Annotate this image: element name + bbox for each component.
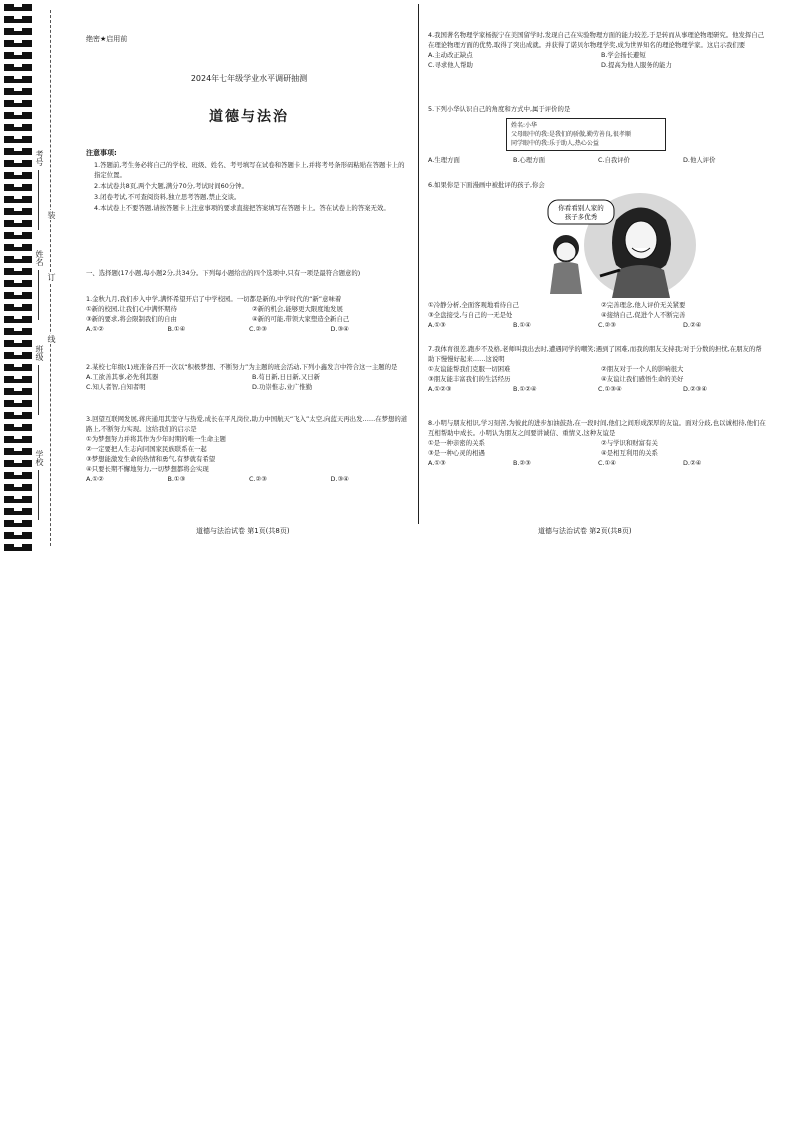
section-title: 一、选择题(17小题,每小题2分,共34分。下列每小题给出的四个选项中,只有一项是最符合题意的) (86, 269, 361, 277)
question-5 (428, 104, 768, 165)
answer-choice: D.②④ (683, 321, 702, 329)
answer-choice: A.①②③ (428, 385, 452, 393)
answer-choice: D.功崇惟志,业广惟勤 (252, 383, 313, 391)
statement-option: ④友谊让我们感悟生命的美好 (601, 375, 684, 383)
label-class: 班级 (35, 345, 44, 361)
answer-choice: B.②③ (513, 459, 531, 467)
page-footer: 道德与法治试卷 第1页(共8页) (196, 527, 290, 535)
question-3 (86, 414, 412, 484)
answer-choice: C.①③④ (598, 385, 622, 393)
statement-option: ③是一种心灵的相遇 (428, 449, 485, 457)
blank-class (38, 365, 39, 415)
answer-choice: B.①②④ (513, 385, 537, 393)
profile-card (506, 118, 666, 151)
answer-choice: C.①④ (598, 459, 616, 467)
question-text: 2.某校七年级(1)班准备召开一次以“积极梦想、不断努力”为主题的班会活动,下列小鑫发言中符合这一主题的是 (86, 363, 398, 371)
question-7 (428, 344, 768, 394)
statement-option: ②完善理念,他人评价无关紧要 (601, 301, 686, 309)
statement-option: ④新的可能,带领大家塑造全新自己 (252, 315, 350, 323)
question-text: 8.小明与朋友相识,学习刻苦,为彼此的进步加油鼓劲,在一段时间,他们之间形成深厚的友谊。面对分歧,也以诚相待,他们在互相帮助中成长。小明认为朋友之间要讲诚信、重情义,这种友谊是 (428, 419, 766, 437)
answer-choice: B.心理方面 (513, 156, 545, 164)
mother-body (612, 265, 670, 298)
question-text: 7.我体育很差,跑步不及格,老师叫我出去时,遭遇同学的嘲笑;遇到了困难,而我的朋友支持我;对于分数的担忧,在朋友的帮助下慢慢好起来……这说明 (428, 345, 762, 363)
exam-title: 2024年七年级学业水平调研抽测 (190, 74, 308, 83)
answer-choice: A.①③ (428, 321, 446, 329)
page-divider (418, 4, 419, 524)
label-name: 姓名 (35, 250, 44, 266)
notice-heading: 注意事项: (86, 149, 117, 157)
answer-choice: B.学会扬长避短 (601, 51, 646, 59)
notice-item: 4.本试卷上不要答题,请按答题卡上注意事项的要求直接把答案填写在答题卡上。答在试卷上的答案无效。 (94, 204, 390, 212)
exam-sheet (0, 0, 794, 556)
profile-line: 同学眼中的我:乐于助人,热心公益 (511, 140, 599, 147)
answer-choice: D.③④ (330, 475, 349, 483)
mother-face (625, 221, 657, 259)
seal-char-3: 线 (47, 335, 56, 343)
seal-char-2: 订 (47, 273, 56, 281)
answer-choice: A.①③ (428, 459, 446, 467)
question-text: 6.如果你是下面漫画中被批评的孩子,你会 (428, 181, 545, 189)
question-text: 3.回望互联网发展,蒋庆通用其坚守与热爱,成长在平凡岗位,助力中国航天“飞入”太空,向蓝天再出发……在梦想的道路上,不断努力实现。这给我们的启示是 (86, 415, 408, 433)
seal-char-1: 装 (47, 211, 56, 219)
answer-choice: D.②④ (683, 459, 702, 467)
statement-option: ③新的要求,将会限制我们的自由 (86, 315, 177, 323)
answer-choice: D.他人评价 (683, 156, 716, 164)
statement-option: ④接纳自己,促进个人不断完善 (601, 311, 686, 319)
answer-choice: B.苟日新,日日新,又日新 (252, 373, 320, 381)
statement-option: ④只要长期不懈地努力,一切梦想都将会实现 (86, 465, 209, 473)
bubble-text-line: 你看看别人家的 (558, 204, 604, 212)
page-one (86, 0, 412, 535)
statement-option: ②与学识和财富有关 (601, 439, 658, 447)
statement-option: ②一定要把人生志向同国家民族联系在一起 (86, 445, 207, 453)
label-school: 学校 (35, 450, 44, 466)
label-exam-number: 考号 (35, 150, 44, 166)
statement-option: ①冷静分析,全面客观地看待自己 (428, 301, 519, 309)
answer-choice: D.③④ (330, 325, 349, 333)
answer-choice: D.②③④ (683, 385, 708, 393)
question-text: 5.下列小华认识自己的角度和方式中,属于评价的是 (428, 105, 571, 113)
answer-choice: B.①④ (167, 325, 186, 333)
statement-option: ①为梦想努力并将其作为少年时期的唯一生命主题 (86, 435, 226, 443)
notice-item: 3.闭卷考试,不可查阅资料,独立思考答题,禁止交谈。 (94, 193, 241, 201)
answer-choice: A.生理方面 (428, 156, 460, 164)
statement-option: ②新的机会,能够更大限度地发展 (252, 305, 343, 313)
statement-option: ④是相互利用的关系 (601, 449, 658, 457)
question-1 (86, 294, 412, 334)
page-footer: 道德与法治试卷 第2页(共8页) (538, 527, 632, 535)
answer-choice: C.自我评价 (598, 156, 631, 164)
barcode-stripes (4, 4, 32, 552)
answer-choice: C.②③ (249, 325, 267, 333)
question-6 (428, 180, 768, 190)
subject-title: 道德与法治 (209, 109, 289, 125)
answer-choice: B.①③ (167, 475, 186, 483)
notice-item: 2.本试卷共8页,两个大题,满分70分,考试时间60分钟。 (94, 182, 248, 190)
child-body (550, 262, 582, 294)
notice-list (94, 160, 410, 214)
answer-choice: B.①④ (513, 321, 531, 329)
question-text: 1.金秋九月,我们步入中学,满怀希望开启了中学校园。一切都是新的,中学时代的“新”意味着 (86, 295, 342, 303)
answer-choice: C.寻求他人帮助 (428, 61, 473, 69)
statement-option: ②朋友对于一个人的影响很大 (601, 365, 684, 373)
notice-item: 1.答题前,考生务必将自己的学校、班级、姓名、考号填写在试卷和答题卡上,并将考号条形码粘贴在答题卡上的指定位置。 (94, 161, 405, 179)
answer-choice: C.知人者智,自知者明 (86, 383, 146, 391)
statement-option: ③全盘接受,与自己的一无是处 (428, 311, 513, 319)
answer-choice: C.②③ (598, 321, 616, 329)
statement-option: ③朋友能丰富我们的生活经历 (428, 375, 511, 383)
profile-line: 姓名:小华 (511, 122, 538, 129)
question-6-options (428, 300, 768, 330)
statement-option: ①友谊能帮我们克服一切困难 (428, 365, 511, 373)
statement-option: ③梦想能激发生命的热情和勇气,有梦就有希望 (86, 455, 216, 463)
answer-choice: A.①② (86, 325, 104, 333)
binding-strip (0, 0, 64, 556)
statement-option: ①是一种亲密的关系 (428, 439, 485, 447)
blank-exam-number (38, 170, 39, 230)
question-8 (428, 418, 768, 468)
answer-choice: A.①② (86, 475, 104, 483)
profile-line: 父母眼中的我:是我们的骄傲,勤劳善良,很孝顺 (511, 131, 631, 138)
cartoon-illustration (508, 190, 698, 300)
answer-choice: A.工欲善其事,必先利其器 (86, 373, 159, 381)
blank-school (38, 470, 39, 520)
question-text: 4.我国著名物理学家杨振宁在美国留学时,发现自己在实验物理方面的能力较差,于是转而从事理论物理研究。他发挥自己在理论物理方面的优势,取得了突出成就。并获得了诺贝尔物理学奖,成为世界知名的理论物理学家。这启示我们要 (428, 31, 765, 49)
secret-mark: 绝密★启用前 (86, 35, 128, 43)
statement-option: ①新的校园,让我们心中满怀期待 (86, 305, 177, 313)
answer-choice: A.主动改正缺点 (428, 51, 473, 59)
answer-choice: C.②③ (249, 475, 267, 483)
blank-name (38, 270, 39, 320)
question-2 (86, 362, 412, 392)
bubble-text-line: 孩子多优秀 (564, 213, 598, 221)
page-two (428, 0, 768, 535)
question-4 (428, 30, 768, 70)
answer-choice: D.提高为他人服务的能力 (601, 61, 672, 69)
